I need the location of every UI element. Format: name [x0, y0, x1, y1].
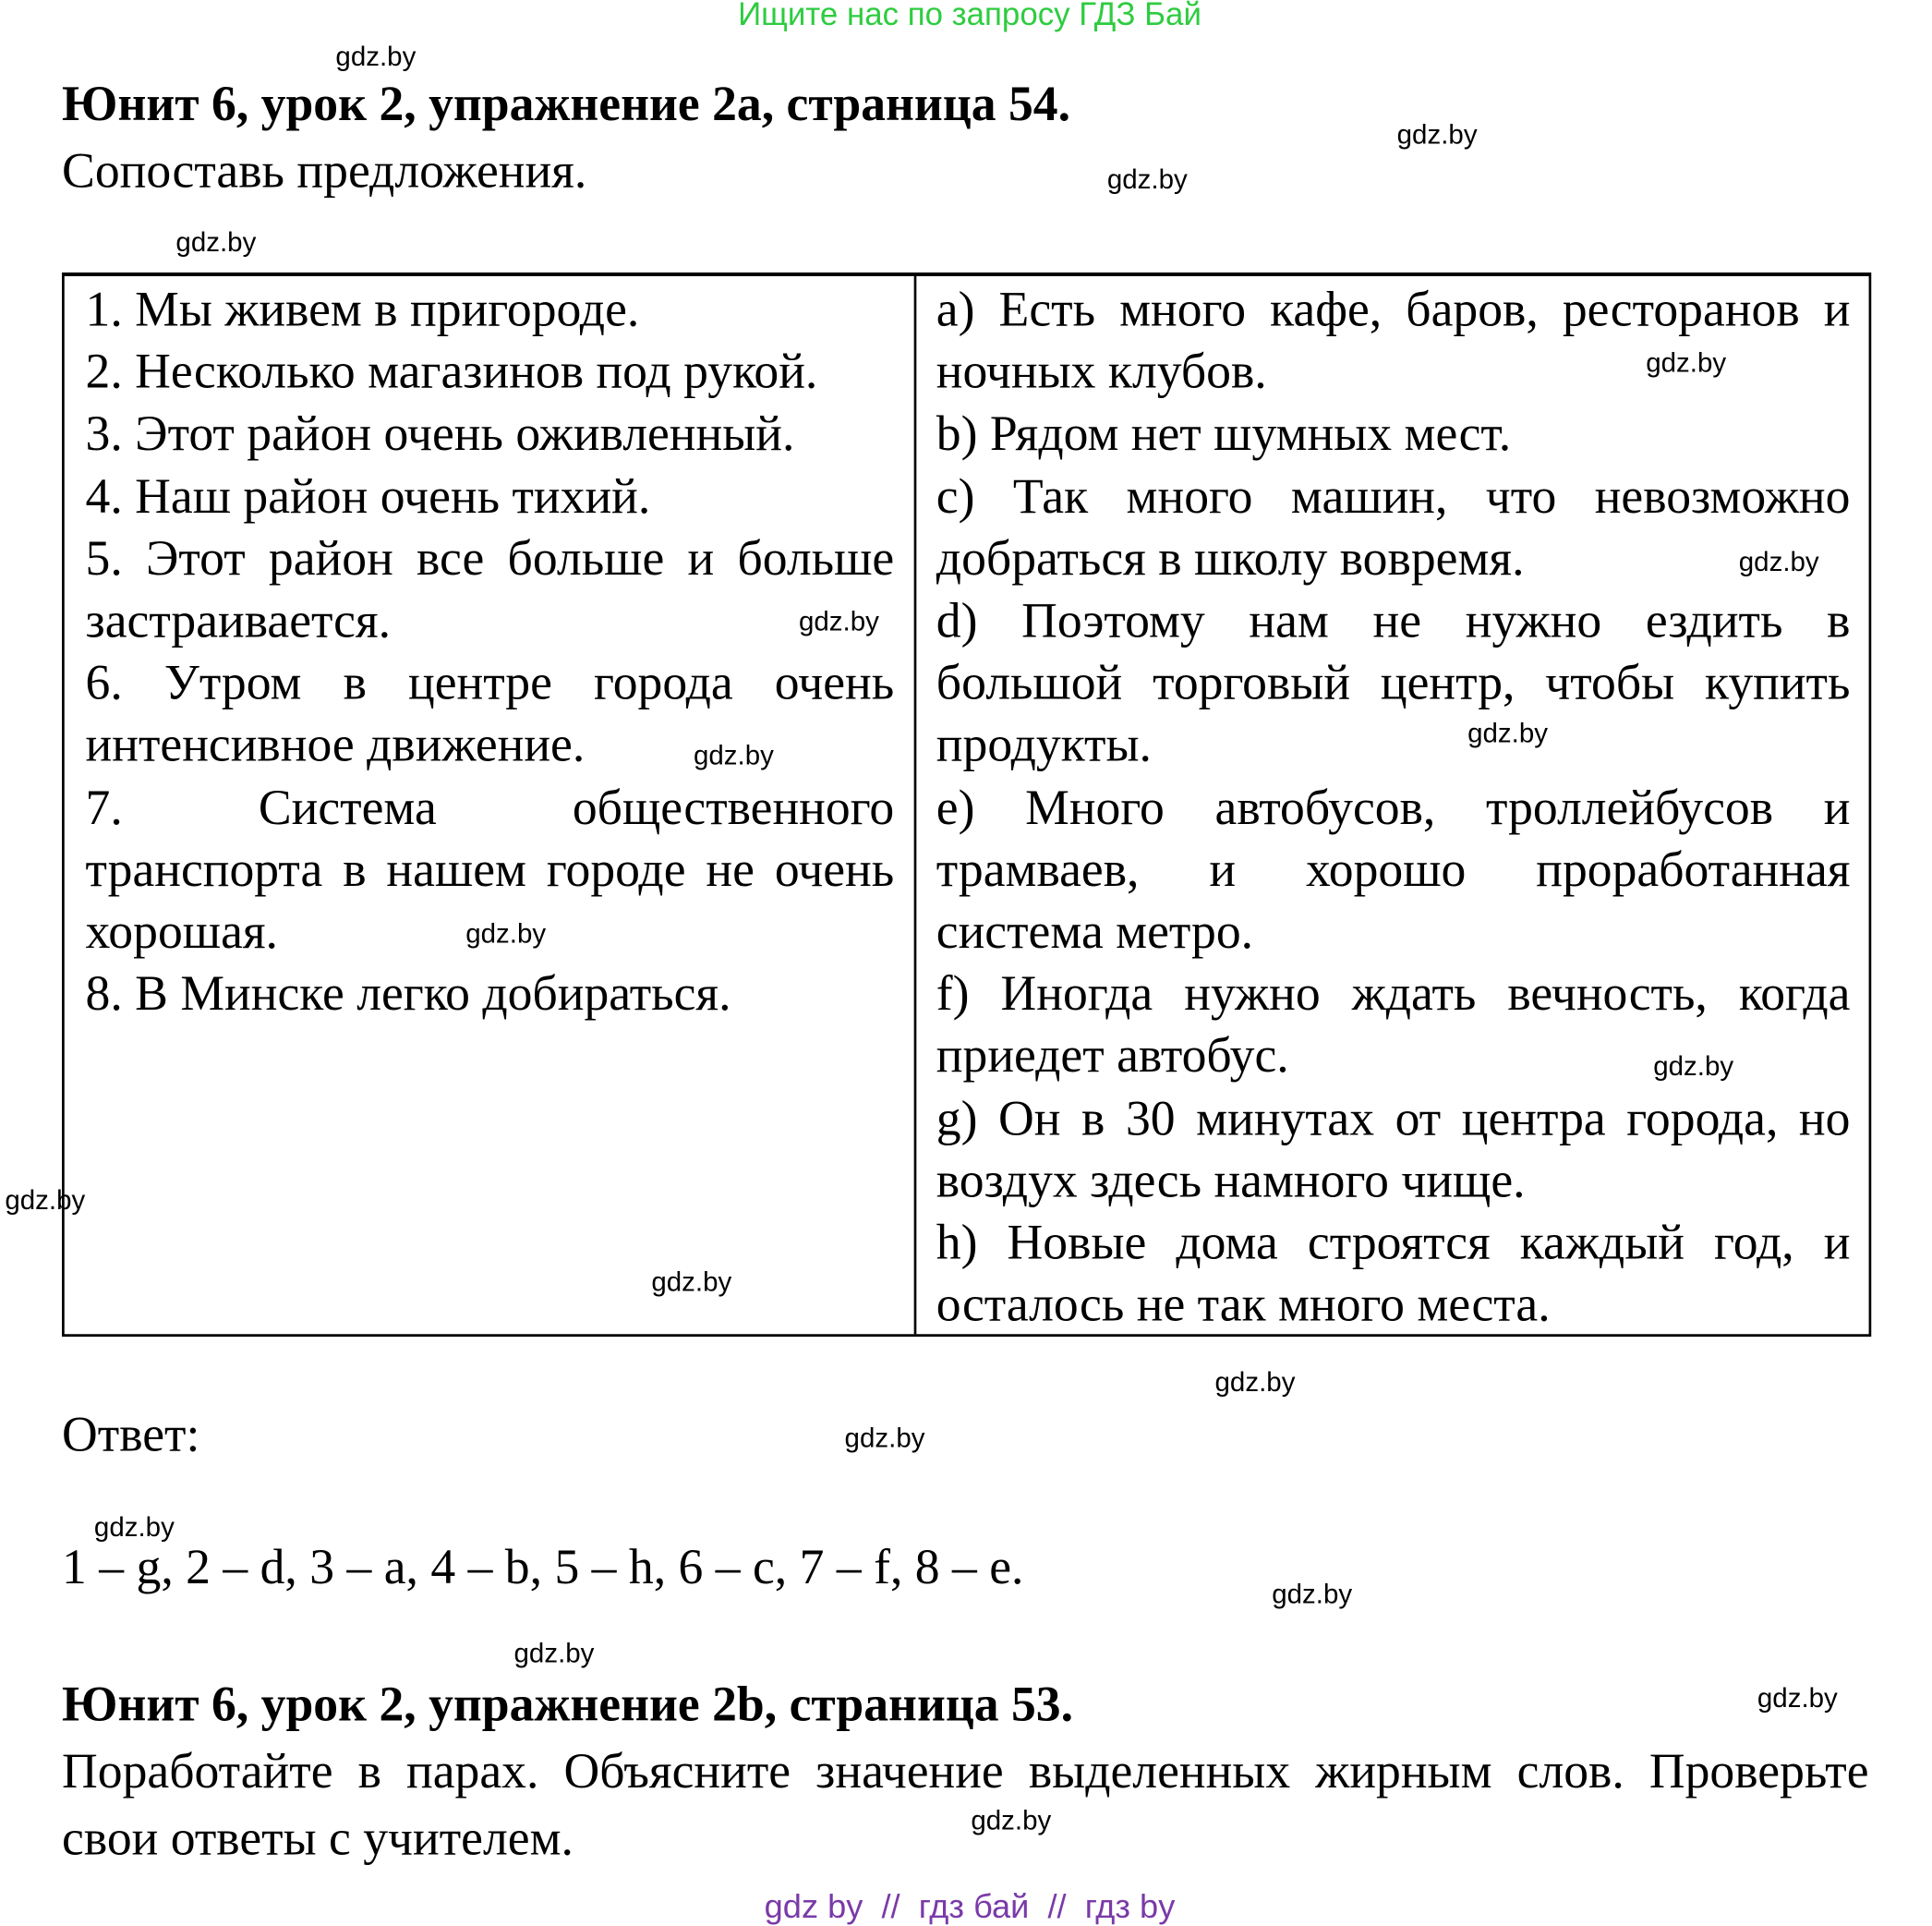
- watermark: gdz.by: [1646, 346, 1727, 379]
- watermark: gdz.by: [798, 605, 879, 637]
- watermark: gdz.by: [513, 1637, 595, 1669]
- match-c: c) Так много машин, что невозможно добраться в школу вовремя.: [936, 467, 1851, 587]
- answer-label: Ответ:: [62, 1406, 200, 1462]
- match-d: d) Поэтому нам не нужно ездить в большой торговый центр, чтобы купить продукты.: [936, 592, 1851, 773]
- match-g: g) Он в 30 минутах от центра города, но воздух здесь намного чище.: [936, 1089, 1851, 1208]
- section2-title: Юнит 6, урок 2, упражнение 2b, страница 53.: [62, 1676, 1074, 1732]
- sentence-8: 8. В Минске легко добираться.: [85, 964, 731, 1022]
- watermark: gdz.by: [651, 1266, 732, 1298]
- watermark: gdz.by: [1272, 1578, 1353, 1609]
- watermark: gdz.by: [1214, 1366, 1296, 1398]
- sentence-2: 2. Несколько магазинов под рукой.: [85, 343, 818, 400]
- matches-column: [936, 279, 1851, 1336]
- section2-instruction: Поработайте в парах. Объясните значение выделенных жирным слов. Проверьте свои ответы с учителем.: [62, 1742, 1869, 1866]
- watermark: gdz.by: [1396, 118, 1478, 151]
- sentence-4: 4. Наш район очень тихий.: [85, 467, 651, 524]
- sentence-6: 6. Утром в центре города очень интенсивное движение.: [85, 654, 895, 773]
- section1-instruction: Сопоставь предложения.: [62, 142, 587, 199]
- watermark: gdz.by: [335, 41, 417, 72]
- watermark: gdz.by: [5, 1183, 86, 1216]
- watermark: gdz.by: [1757, 1682, 1838, 1714]
- watermark: gdz.by: [693, 739, 774, 771]
- sentence-3: 3. Этот район очень оживленный.: [85, 406, 795, 462]
- match-f: f) Иногда нужно ждать вечность, когда приедет автобус.: [936, 964, 1851, 1084]
- match-h: h) Новые дома строятся каждый год, и осталось не так много места.: [936, 1214, 1851, 1332]
- watermark: gdz.by: [1653, 1050, 1734, 1082]
- watermark: gdz.by: [465, 917, 547, 950]
- answer-text: 1 – g, 2 – d, 3 – a, 4 – b, 5 – h, 6 – c, 7 – f, 8 – e.: [62, 1538, 1024, 1594]
- match-b: b) Рядом нет шумных мест.: [936, 406, 1512, 462]
- watermark: gdz.by: [844, 1422, 925, 1453]
- watermark: gdz.by: [1467, 717, 1549, 748]
- watermark: gdz.by: [175, 226, 257, 258]
- watermark: gdz.by: [1106, 164, 1188, 195]
- footer-links: gdz by // гдз бай // гдз by: [764, 1887, 1176, 1925]
- matching-table: [62, 273, 1871, 1337]
- sentence-5: 5. Этот район все больше и больше застраивается.: [85, 529, 895, 648]
- sentence-7: 7. Система общественного транспорта в нашем городе не очень хорошая.: [85, 778, 895, 959]
- sentences-column: [86, 279, 895, 1025]
- sentence-1: 1. Мы живем в пригороде.: [85, 281, 640, 337]
- watermark: gdz.by: [1738, 546, 1819, 577]
- match-e: e) Много автобусов, троллейбусов и трамваев, и хорошо проработанная система метро.: [936, 778, 1851, 959]
- watermark: gdz.by: [971, 1804, 1052, 1836]
- watermark: gdz.by: [93, 1511, 175, 1543]
- search-hint-banner: Ищите нас по запросу ГДЗ Бай: [738, 0, 1201, 32]
- match-a: a) Есть много кафе, баров, ресторанов и ночных клубов.: [936, 281, 1851, 400]
- section1-title: Юнит 6, урок 2, упражнение 2a, страница 54.: [62, 75, 1071, 132]
- column-divider: [914, 276, 917, 1334]
